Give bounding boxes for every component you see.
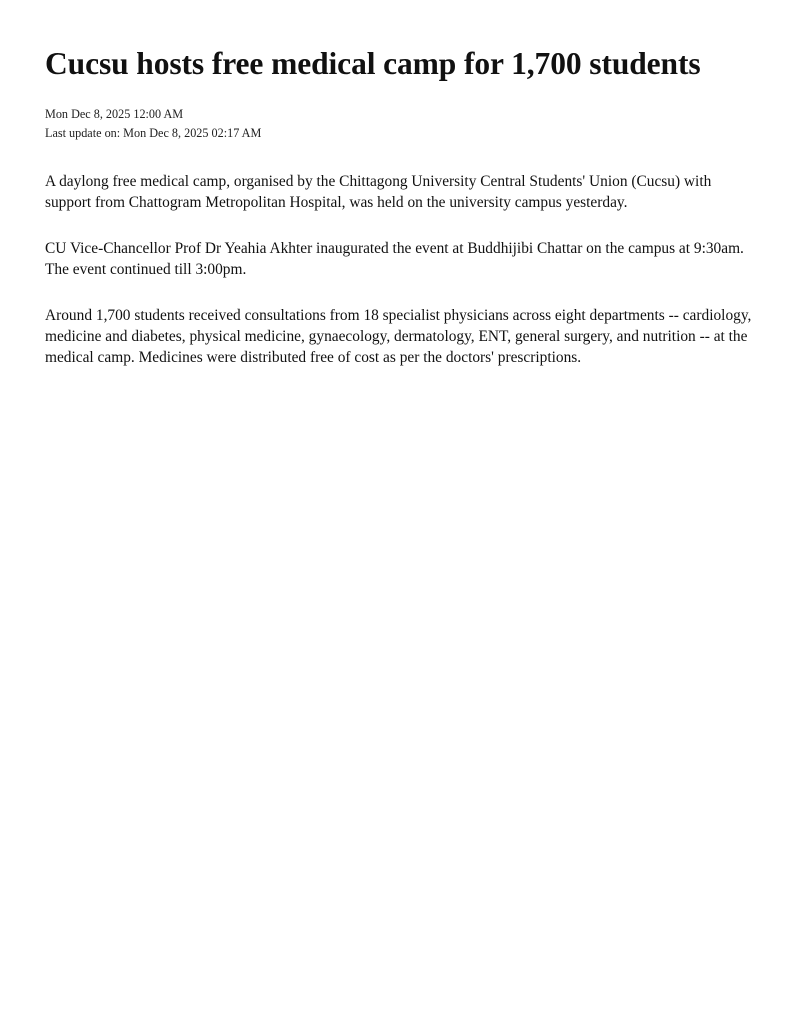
- article-body: [45, 172, 757, 368]
- last-update-date: Last update on: Mon Dec 8, 2025 02:17 AM: [45, 126, 262, 140]
- article-paragraph-1: A daylong free medical camp, organised by the Chittagong University Central Students' Union (Cucsu) with support from Chattogram Metropolitan Hospital, was held on the university campus yesterday.: [45, 173, 712, 211]
- article-headline: Cucsu hosts free medical camp for 1,700 students: [45, 46, 701, 81]
- article-paragraph-2: CU Vice-Chancellor Prof Dr Yeahia Akhter inaugurated the event at Buddhijibi Chattar on the campus at 9:30am. The event continued till 3:00pm.: [45, 240, 744, 278]
- published-date: Mon Dec 8, 2025 12:00 AM: [45, 107, 184, 121]
- article-paragraph-3: Around 1,700 students received consultations from 18 specialist physicians across eight departments -- cardiology, medicine and diabetes, physical medicine, gynaecology, dermatology, ENT, general surgery, and nutrition -- at the medical camp. Medicines were distributed free of cost as per the doctors' prescriptions.: [45, 307, 752, 366]
- article: [45, 44, 757, 394]
- article-meta: [45, 105, 757, 143]
